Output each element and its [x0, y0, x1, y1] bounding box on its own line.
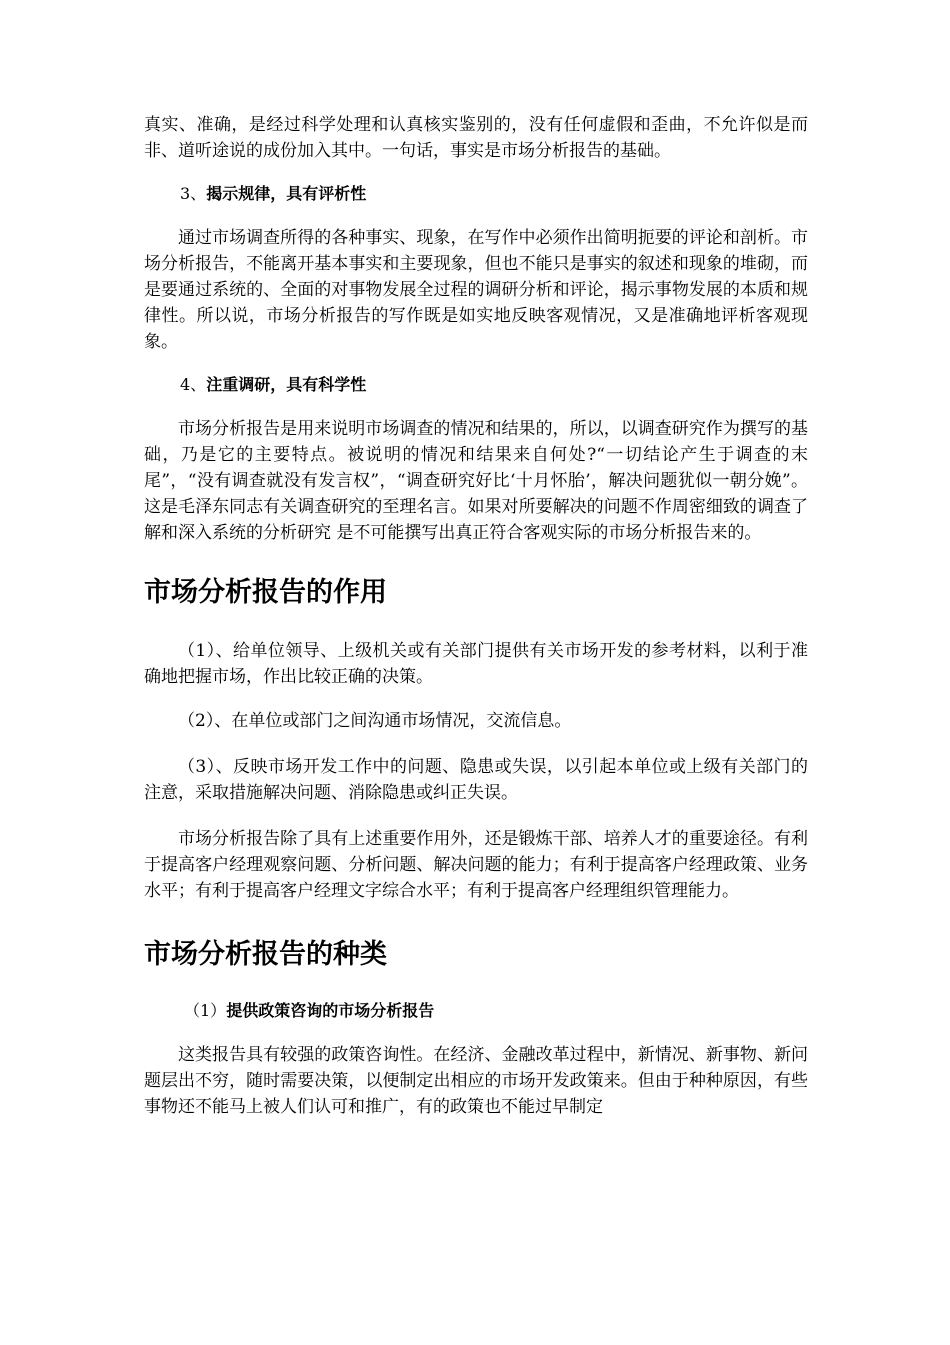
role-item-4: 市场分析报告除了具有上述重要作用外，还是锻炼干部、培养人才的重要途径。有利于提高客户经理观察问题、分析问题、解决问题的能力；有利于提高客户经理政策、业务水平；有利于提高客户经理文字综合水平；有利于提高客户经理组织管理能力。	[144, 829, 808, 901]
subheading-type-1	[144, 998, 808, 1024]
subheading-type-1-title: 提供政策咨询的市场分析报告	[226, 1001, 435, 1020]
role-item-2: （2）、在单位或部门之间沟通市场情况，交流信息。	[178, 711, 572, 731]
paragraph-type-1: 这类报告具有较强的政策咨询性。在经济、金融改革过程中，新情况、新事物、新问题层出不穷，随时需要决策，以便制定出相应的市场开发政策来。但由于种种原因，有些事物还不能马上被人们认可和推广，有的政策也不能过早制定	[144, 1045, 808, 1117]
subheading-3	[144, 181, 808, 207]
subheading-type-1-number: （1）	[184, 1001, 227, 1020]
subheading-4	[144, 372, 808, 398]
subheading-4-title: 注重调研，具有科学性	[206, 375, 367, 394]
paragraph-4: 市场分析报告是用来说明市场调查的情况和结果的，所以，以调查研究作为撰写的基础，乃是它的主要特点。被说明的情况和结果来自何处?“一切结论产生于调查的末尾”，“没有调查就没有发言权”，“调查研究好比‘十月怀胎’，解决问题犹似一朝分娩”。这是毛泽东同志有关调查研究的至理名言。如果对所要解决的问题不作周密细致的调查了解和深入系统的分析研究 是不可能撰写出真正符合客观实际的市场分析报告来的。	[144, 419, 808, 543]
subheading-4-number: 4、	[180, 375, 207, 394]
subheading-3-title: 揭示规律，具有评析性	[206, 184, 367, 203]
subheading-3-number: 3、	[180, 184, 207, 203]
paragraph-intro: 真实、准确，是经过科学处理和认真核实鉴别的，没有任何虚假和歪曲，不允许似是而非、道听途说的成份加入其中。一句话，事实是市场分析报告的基础。	[144, 115, 808, 161]
section-heading-types: 市场分析报告的种类	[144, 939, 387, 970]
role-item-3: （3）、反映市场开发工作中的问题、隐患或失误，以引起本单位或上级有关部门的注意，采取措施解决问题、消除隐患或纠正失误。	[144, 757, 808, 803]
paragraph-3: 通过市场调查所得的各种事实、现象，在写作中必须作出简明扼要的评论和剖析。市场分析报告，不能离开基本事实和主要现象，但也不能只是事实的叙述和现象的堆砌，而是要通过系统的、全面的对事物发展全过程的调研分析和评论，揭示事物发展的本质和规律性。所以说，市场分析报告的写作既是如实地反映客观情况，又是准确地评析客观现象。	[144, 228, 808, 352]
section-heading-role: 市场分析报告的作用	[144, 577, 387, 608]
role-item-1: （1）、给单位领导、上级机关或有关部门提供有关市场开发的参考材料，以利于准确地把握市场，作出比较正确的决策。	[144, 641, 808, 687]
document-page	[144, 112, 808, 1120]
